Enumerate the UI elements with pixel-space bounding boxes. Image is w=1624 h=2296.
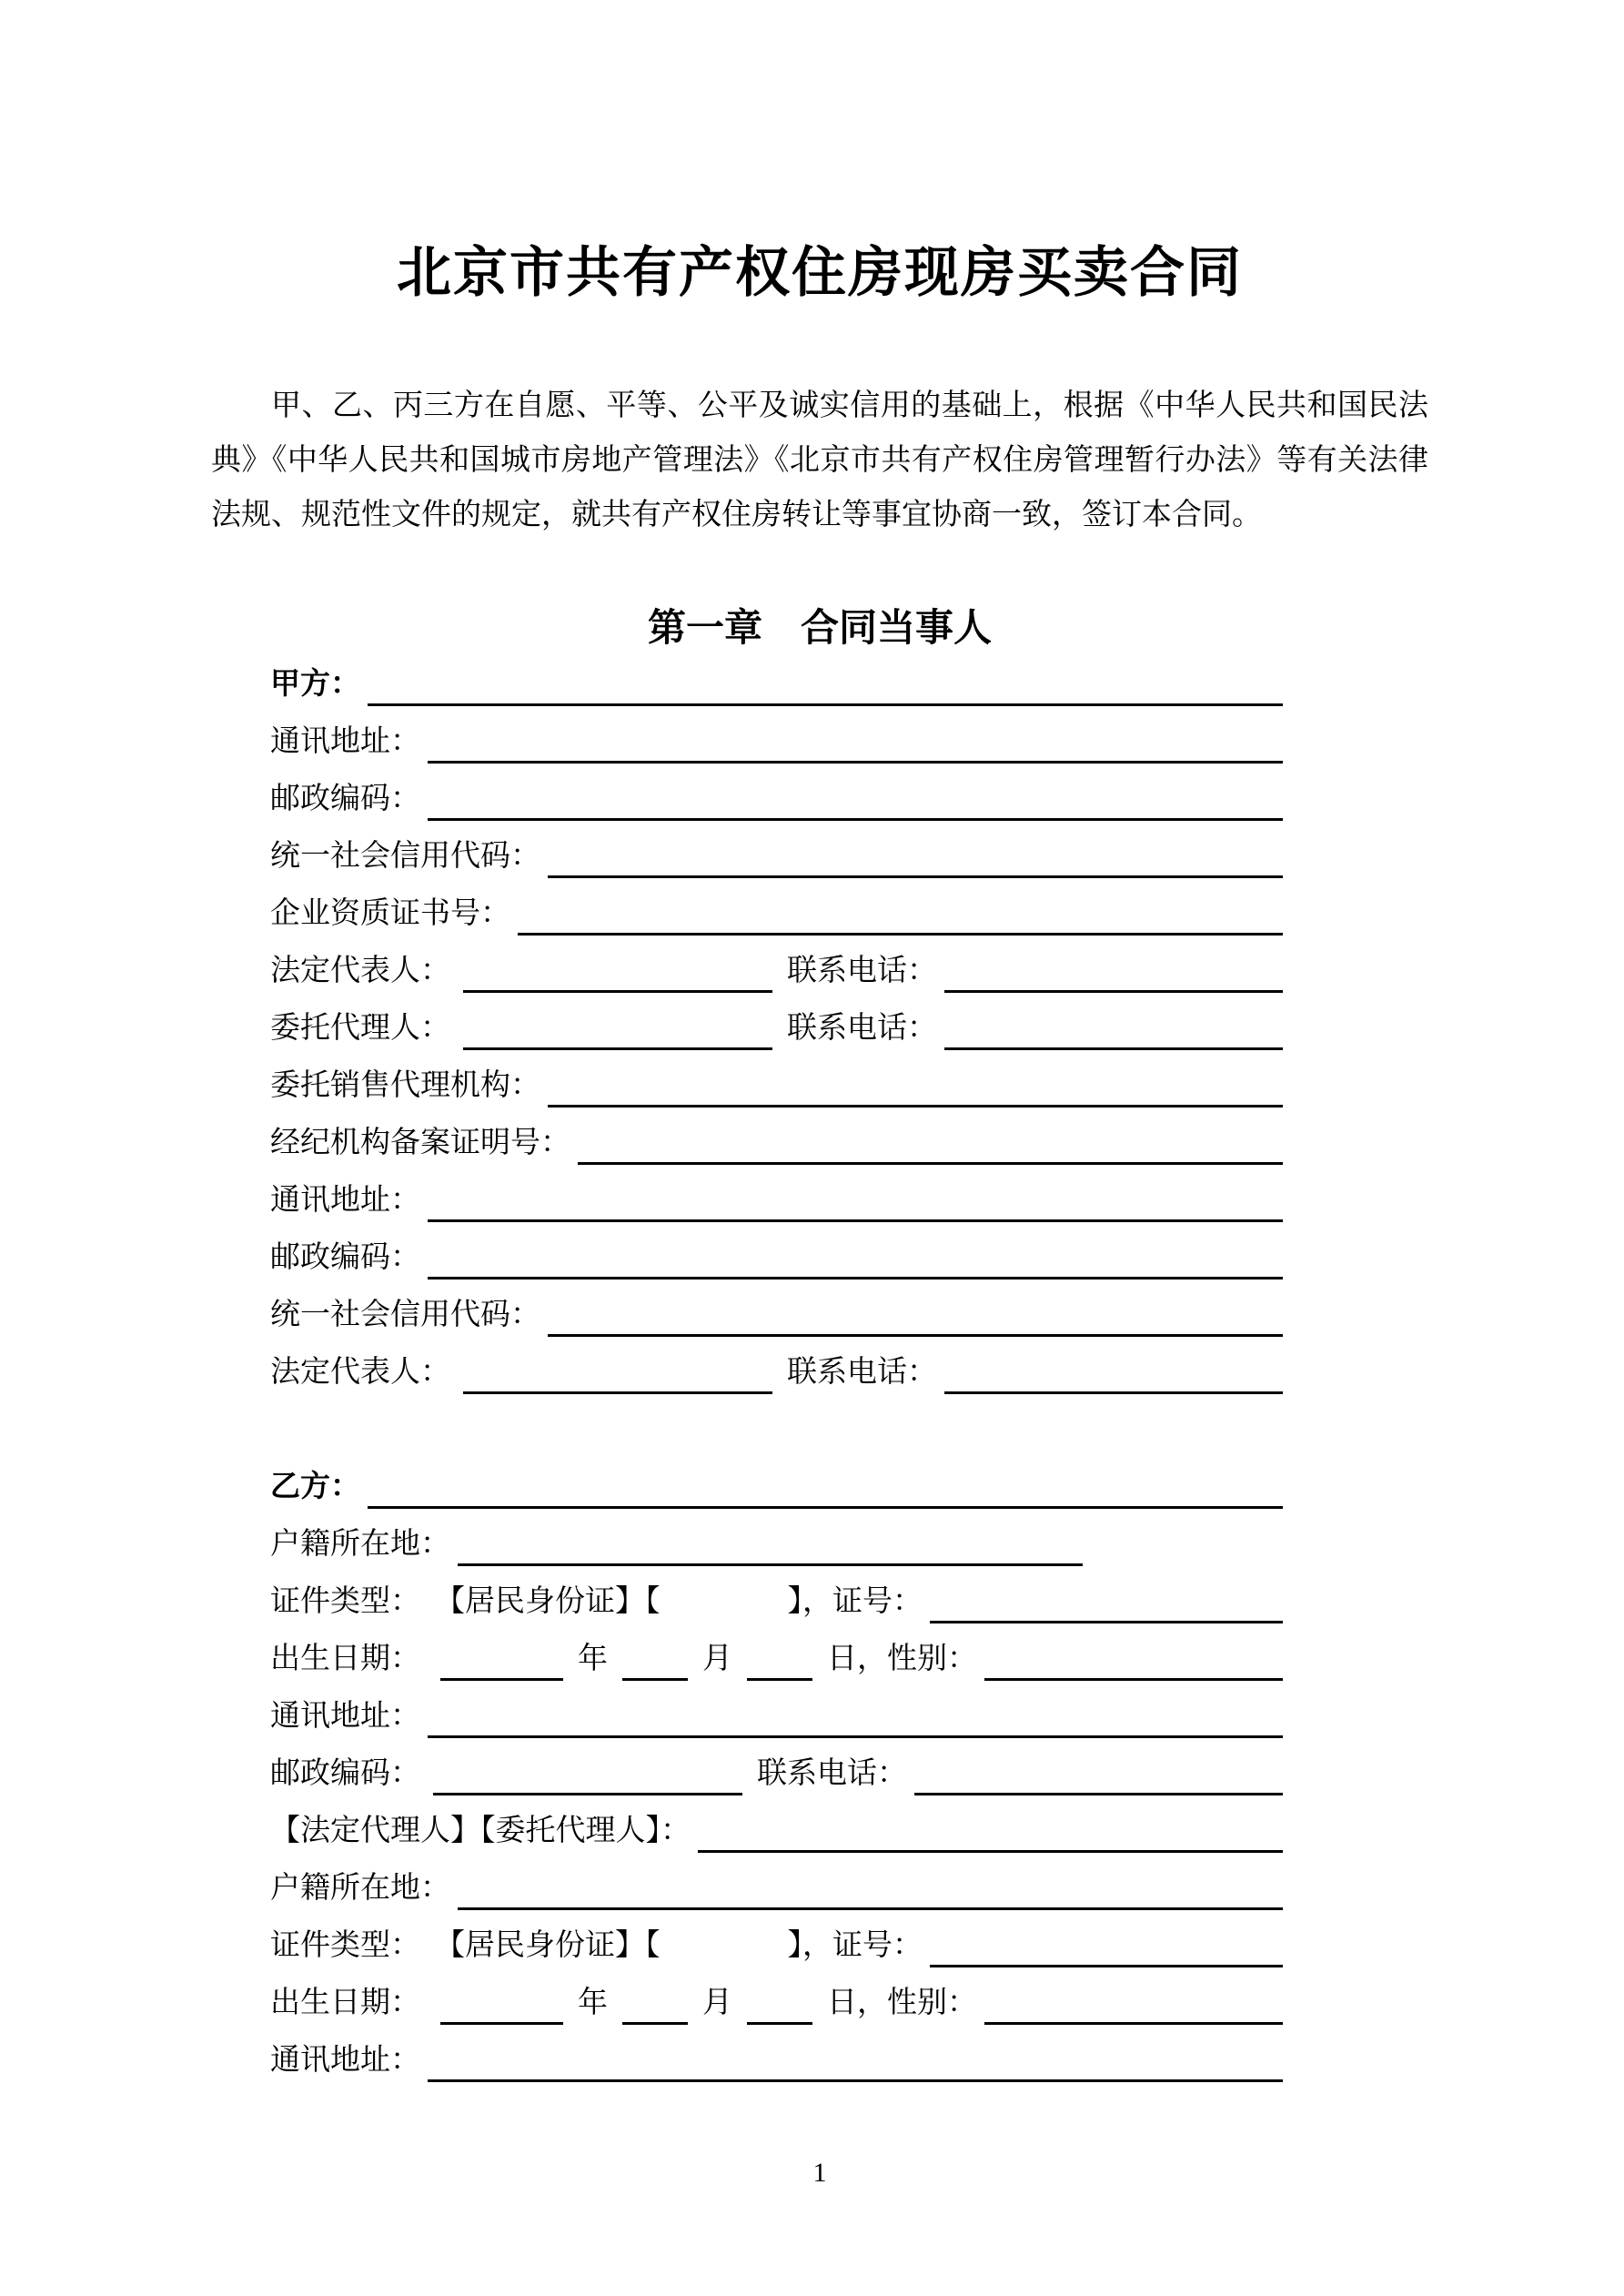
blank-line [930,1610,1283,1623]
blank-line [463,1381,772,1394]
blank-line [944,979,1283,993]
form-row [270,993,1283,1050]
field-label: 企业资质证书号： [270,895,510,929]
intro-paragraph: 甲、乙、丙三方在自愿、平等、公平及诚实信用的基础上，根据《中华人民共和国民法典》《中华人民共和国城市房地产管理法》《北京市共有产权住房管理暂行办法》等有关法律法规、规范性文件的规定，就共有产权住房转让等事宜协商一致，签订本合同。 [211,388,1428,531]
blank-line [747,2011,812,2025]
blank-line [463,979,772,993]
chapter-heading: 第一章 合同当事人 [647,606,992,649]
unit-month-label: 月 [702,1641,732,1674]
blank-line [440,1667,563,1681]
blank-line [984,2011,1283,2025]
blank-line [428,2068,1283,2082]
cert-number-label: 】，证号： [787,1927,923,1961]
form-row [270,1509,1283,1566]
blank-line [428,1725,1283,1738]
form-row [270,649,1283,706]
field-label: 乙方： [270,1469,360,1502]
contract-form [270,649,1283,2082]
field-label: 联系电话： [787,1010,937,1044]
field-label: 法定代表人： [270,953,450,986]
field-label: 委托代理人： [270,1010,450,1044]
form-row [270,1337,1283,1394]
blank-space [661,1613,788,1623]
blank-line [622,1667,688,1681]
field-label: 【法定代理人】【委托代理人】： [270,1813,691,1846]
form-row [270,1738,1283,1795]
form-row [270,878,1283,936]
field-label: 经纪机构备案证明号： [270,1125,570,1158]
cert-type-options: 【居民身份证】【 [435,1583,661,1617]
form-row [270,1566,1283,1623]
form-row [270,1910,1283,1967]
form-row [270,1222,1283,1279]
blank-line [458,1553,1083,1566]
field-label: 联系电话： [787,1354,937,1388]
blank-line [548,1323,1283,1337]
field-label: 通讯地址： [270,2042,420,2076]
blank-line [548,865,1283,878]
form-row [270,1279,1283,1337]
field-label: 邮政编码： [270,781,420,814]
blank-line [433,1782,742,1795]
field-label: 通讯地址： [270,1698,420,1732]
page-footer [211,2157,1428,2190]
form-row [270,764,1283,821]
blank-line [463,1037,772,1050]
field-label: 统一社会信用代码： [270,1297,540,1330]
field-label: 通讯地址： [270,723,420,757]
blank-line [944,1037,1283,1050]
field-label: 户籍所在地： [270,1870,450,1904]
field-label: 证件类型： [270,1583,420,1617]
blank-space [661,1957,788,1967]
blank-line [368,1495,1283,1509]
blank-line [578,1151,1283,1165]
form-row [270,1623,1283,1681]
blank-line [518,922,1283,936]
blank-line [428,807,1283,821]
form-row [270,1050,1283,1108]
unit-day-gender-label: 日，性别： [827,1985,977,2018]
form-row [270,1681,1283,1738]
form-spacer [270,1394,1283,1451]
field-label: 甲方： [270,666,360,700]
form-row [270,1853,1283,1910]
field-label: 法定代表人： [270,1354,450,1388]
unit-year-label: 年 [578,1641,608,1674]
form-row [270,1795,1283,1853]
field-label: 户籍所在地： [270,1526,450,1560]
blank-line [930,1954,1283,1967]
blank-line [622,2011,688,2025]
form-row [270,1108,1283,1165]
blank-line [984,1667,1283,1681]
form-row [270,936,1283,993]
blank-line [548,1094,1283,1108]
form-row [270,821,1283,878]
field-label: 邮政编码： [270,1239,420,1273]
blank-line [944,1381,1283,1394]
form-row [270,2025,1283,2082]
field-label: 证件类型： [270,1927,420,1961]
blank-line [428,1266,1283,1279]
blank-line [428,1209,1283,1222]
field-label: 出生日期： [270,1985,420,2018]
cert-type-options: 【居民身份证】【 [435,1927,661,1961]
field-label: 统一社会信用代码： [270,838,540,872]
unit-day-gender-label: 日，性别： [827,1641,977,1674]
blank-line [698,1839,1283,1853]
blank-line [458,1896,1283,1910]
field-label: 联系电话： [787,953,937,986]
cert-number-label: 】，证号： [787,1583,923,1617]
form-row [270,706,1283,764]
blank-line [747,1667,812,1681]
form-row [270,1967,1283,2025]
form-row [270,1165,1283,1222]
field-label: 委托销售代理机构： [270,1067,540,1101]
field-label: 邮政编码： [270,1755,420,1789]
document-title: 北京市共有产权住房现房买卖合同 [397,242,1243,303]
blank-line [440,2011,563,2025]
form-row [270,1451,1283,1509]
field-label: 出生日期： [270,1641,420,1674]
page-number: 1 [812,2158,827,2188]
field-label: 联系电话： [757,1755,907,1789]
blank-line [914,1782,1283,1795]
unit-month-label: 月 [702,1985,732,2018]
field-label: 通讯地址： [270,1182,420,1216]
unit-year-label: 年 [578,1985,608,2018]
blank-line [428,750,1283,764]
blank-line [368,693,1283,706]
